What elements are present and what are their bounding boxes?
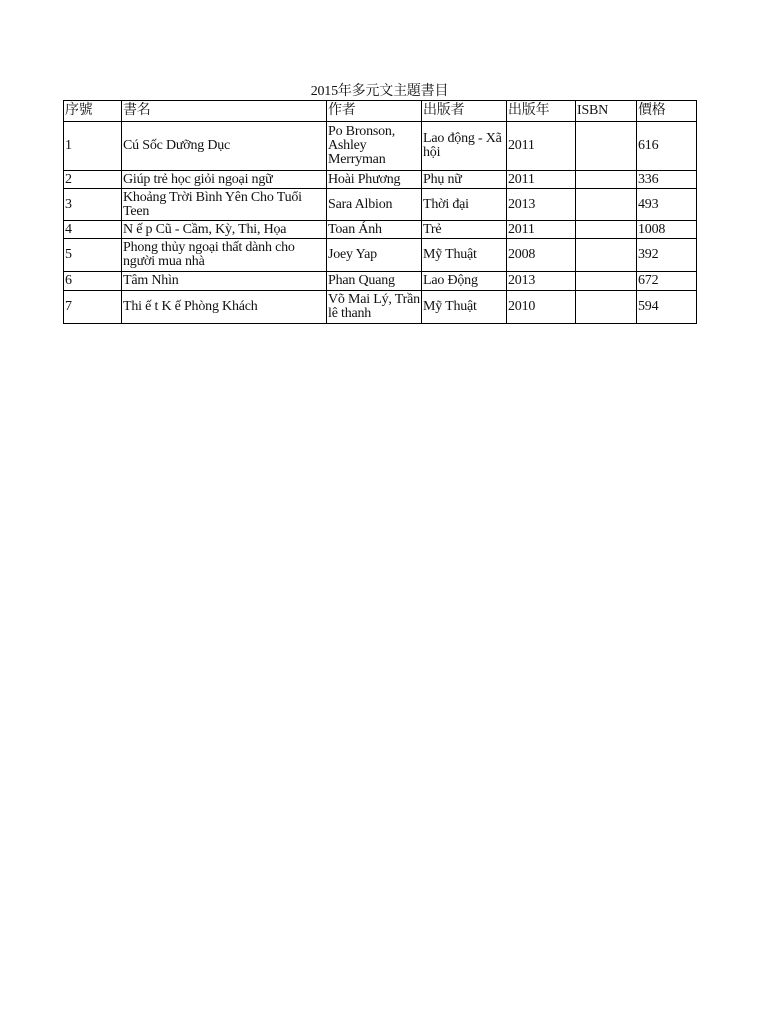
cell-price: 392 — [637, 239, 697, 272]
cell-year: 2013 — [507, 189, 576, 221]
cell-year: 2013 — [507, 272, 576, 291]
header-book-title: 書名 — [122, 101, 327, 122]
cell-no: 2 — [64, 171, 122, 189]
cell-no: 6 — [64, 272, 122, 291]
cell-author: Toan Ánh — [327, 221, 422, 239]
cell-publisher: Trẻ — [422, 221, 507, 239]
cell-year: 2011 — [507, 122, 576, 171]
table-row — [64, 272, 697, 291]
header-no: 序號 — [64, 101, 122, 122]
header-year: 出版年 — [507, 101, 576, 122]
cell-publisher: Mỹ Thuật — [422, 291, 507, 324]
header-row — [64, 101, 697, 122]
header-publisher: 出版者 — [422, 101, 507, 122]
cell-price: 616 — [637, 122, 697, 171]
header-price: 價格 — [637, 101, 697, 122]
cell-no: 7 — [64, 291, 122, 324]
cell-no: 3 — [64, 189, 122, 221]
cell-no: 1 — [64, 122, 122, 171]
cell-publisher: Lao động - Xã hội — [422, 122, 507, 171]
cell-isbn — [576, 239, 637, 272]
cell-author: Phan Quang — [327, 272, 422, 291]
page-title: 2015年多元文主題書目 — [310, 84, 449, 99]
cell-price: 672 — [637, 272, 697, 291]
table-row — [64, 189, 697, 221]
cell-publisher: Thời đại — [422, 189, 507, 221]
cell-year: 2008 — [507, 239, 576, 272]
cell-author: Võ Mai Lý, Trần lê thanh — [327, 291, 422, 324]
cell-isbn — [576, 122, 637, 171]
cell-isbn — [576, 221, 637, 239]
cell-isbn — [576, 171, 637, 189]
cell-book-title: Khoảng Trời Bình Yên Cho Tuổi Teen — [122, 189, 327, 221]
cell-price: 1008 — [637, 221, 697, 239]
cell-no: 4 — [64, 221, 122, 239]
cell-author: Hoài Phương — [327, 171, 422, 189]
cell-book-title: Cú Sốc Dưỡng Dục — [122, 122, 327, 171]
cell-isbn — [576, 291, 637, 324]
cell-author: Joey Yap — [327, 239, 422, 272]
cell-isbn — [576, 272, 637, 291]
table-row — [64, 122, 697, 171]
table-row — [64, 291, 697, 324]
cell-price: 594 — [637, 291, 697, 324]
cell-book-title: Phong thủy ngoại thất dành cho người mua nhà — [122, 239, 327, 272]
cell-year: 2010 — [507, 291, 576, 324]
cell-author: Po Bronson, Ashley Merryman — [327, 122, 422, 171]
table-row — [64, 221, 697, 239]
cell-publisher: Phụ nữ — [422, 171, 507, 189]
cell-year: 2011 — [507, 221, 576, 239]
table-row — [64, 171, 697, 189]
header-isbn: ISBN — [576, 101, 637, 122]
cell-publisher: Mỹ Thuật — [422, 239, 507, 272]
table-row — [64, 239, 697, 272]
cell-year: 2011 — [507, 171, 576, 189]
header-author: 作者 — [327, 101, 422, 122]
cell-isbn — [576, 189, 637, 221]
book-list-table — [63, 100, 697, 324]
cell-price: 336 — [637, 171, 697, 189]
cell-publisher: Lao Động — [422, 272, 507, 291]
cell-book-title: N ế p Cũ - Cầm, Kỳ, Thi, Họa — [122, 221, 327, 239]
cell-book-title: Tâm Nhìn — [122, 272, 327, 291]
cell-author: Sara Albion — [327, 189, 422, 221]
cell-book-title: Thi ế t K ế Phòng Khách — [122, 291, 327, 324]
cell-price: 493 — [637, 189, 697, 221]
cell-no: 5 — [64, 239, 122, 272]
cell-book-title: Giúp trẻ học giỏi ngoại ngữ — [122, 171, 327, 189]
